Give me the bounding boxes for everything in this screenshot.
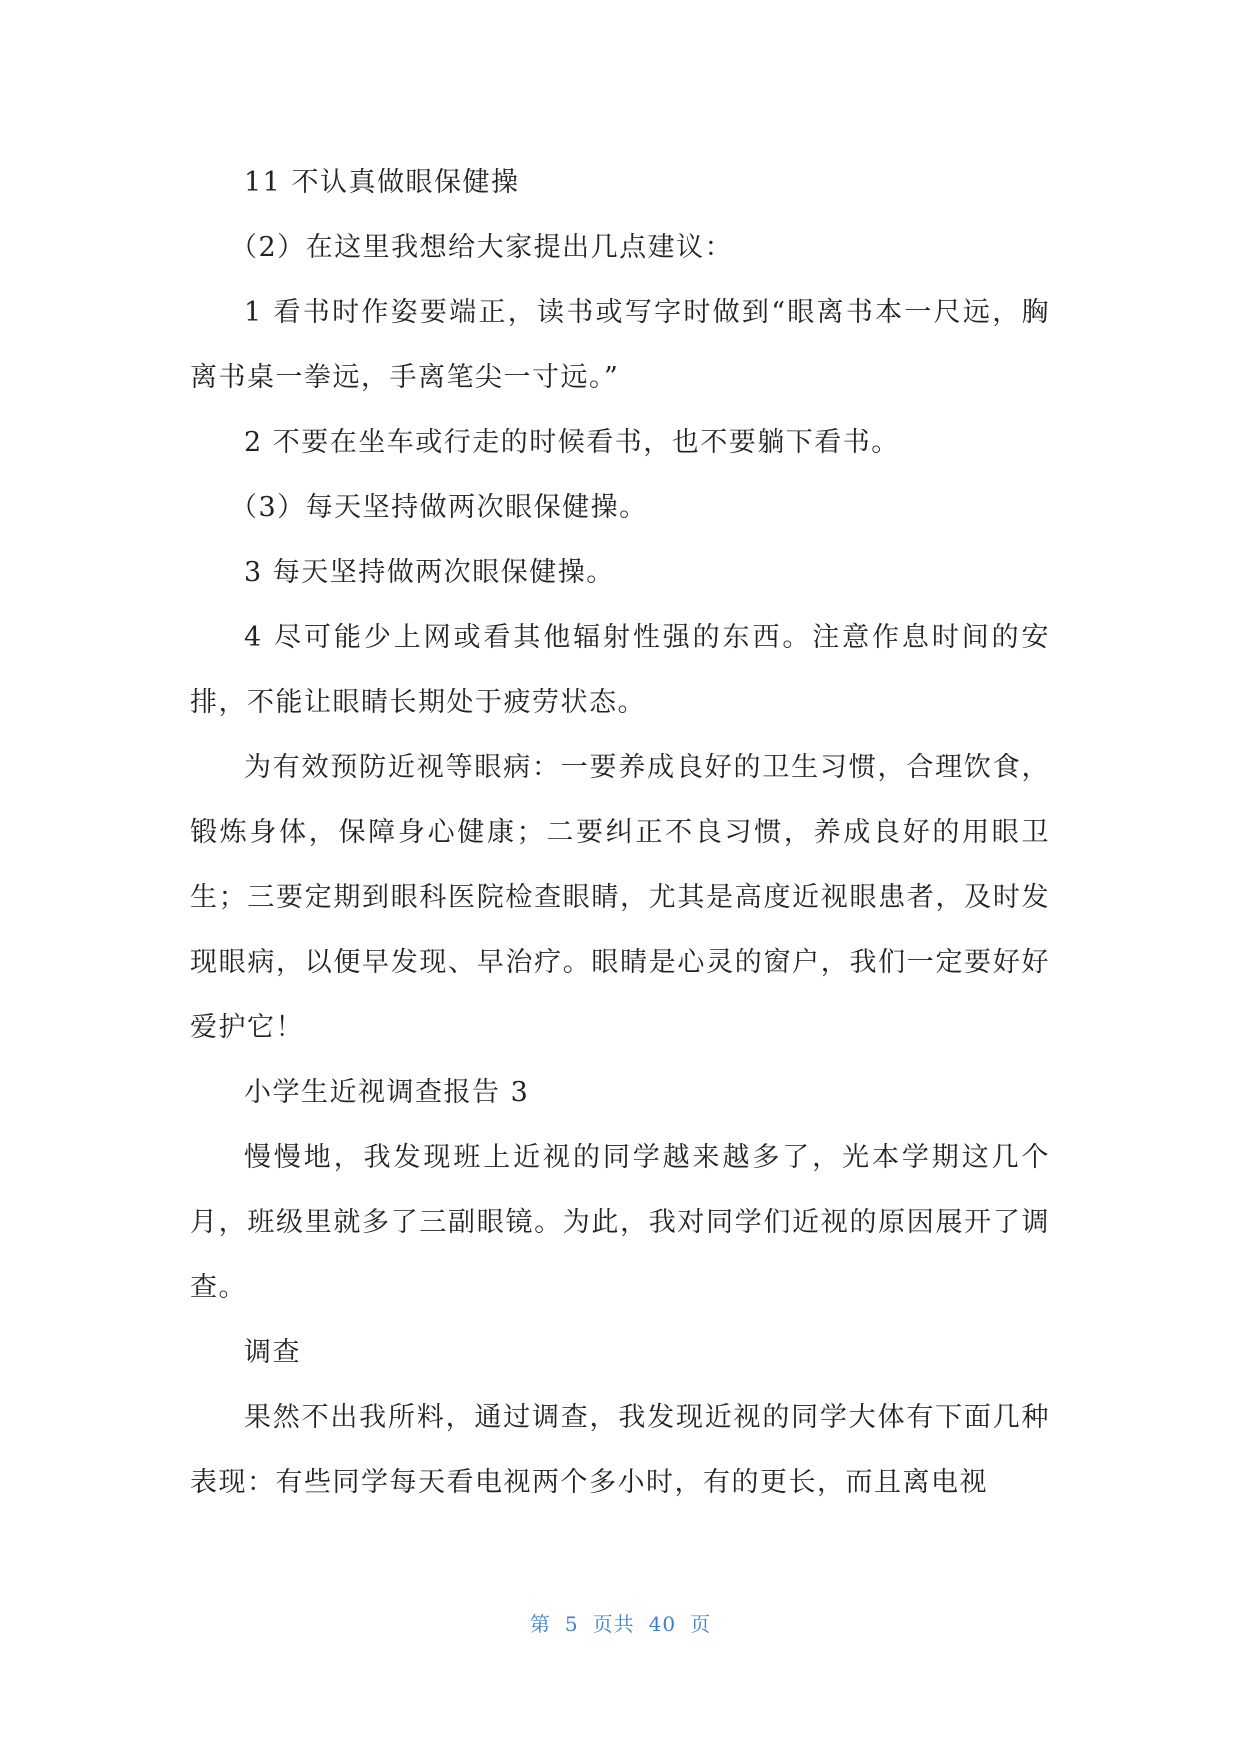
paragraph-suggestion-2: 2 不要在坐车或行走的时候看书，也不要躺下看书。 [244, 427, 900, 458]
footer-middle: 页共 [592, 1612, 635, 1636]
paragraph-item-11: 11 不认真做眼保健操 [244, 167, 520, 198]
paragraph-suggestion-1: 1 看书时作姿要端正，读书或写字时做到“眼离书本一尺远，胸离书桌一拳远，手离笔尖一寸远。” [190, 297, 1050, 393]
document-body [190, 150, 1050, 1515]
paragraph-intro: 慢慢地，我发现班上近视的同学越来越多了，光本学期这几个月，班级里就多了三副眼镜。为此，我对同学们近视的原因展开了调查。 [190, 1142, 1050, 1303]
footer-total-pages: 40 [648, 1612, 677, 1636]
footer-prefix: 第 [529, 1612, 551, 1636]
footer-suffix: 页 [690, 1612, 712, 1636]
section-heading-survey: 调查 [244, 1337, 301, 1368]
paragraph-suggestion-4: 4 尽可能少上网或看其他辐射性强的东西。注意作息时间的安排，不能让眼睛长期处于疲劳状态。 [190, 622, 1050, 718]
paragraph-prevention: 为有效预防近视等眼病：一要养成良好的卫生习惯，合理饮食，锻炼身体，保障身心健康；二要纠正不良习惯，养成良好的用眼卫生；三要定期到眼科医院检查眼睛，尤其是高度近视眼患者，及时发现眼病，以便早发现、早治疗。眼睛是心灵的窗户，我们一定要好好爱护它！ [190, 752, 1050, 1043]
paragraph-section-3: （3）每天坚持做两次眼保健操。 [230, 492, 648, 523]
page-footer [0, 1608, 1241, 1637]
paragraph-survey-results: 果然不出我所料，通过调查，我发现近视的同学大体有下面几种表现：有些同学每天看电视两个多小时，有的更长，而且离电视 [190, 1402, 1050, 1498]
paragraph-suggestions-heading: （2）在这里我想给大家提出几点建议： [230, 232, 734, 263]
footer-current-page: 5 [564, 1612, 579, 1636]
report-title: 小学生近视调查报告 3 [244, 1077, 530, 1108]
paragraph-suggestion-3: 3 每天坚持做两次眼保健操。 [244, 557, 615, 588]
